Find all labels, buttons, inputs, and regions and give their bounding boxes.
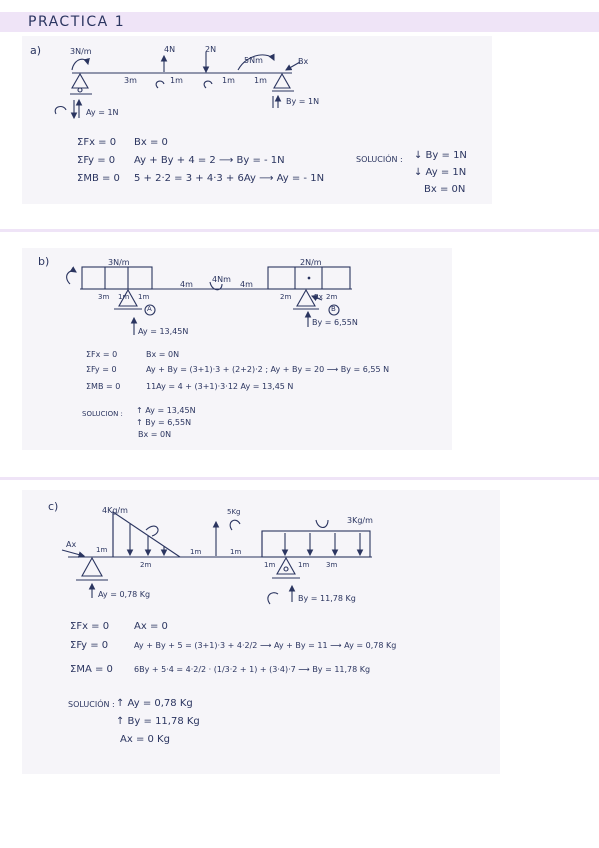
problem-b-tag: b) (38, 255, 50, 268)
b-ay-reaction: Ay = 13,45N (138, 327, 189, 336)
problem-a-tag: a) (30, 44, 42, 57)
b-eq-rhs-2: Ay + By = (3+1)·3 + (2+2)·2 ; Ay + By = 20 ⟶ By = 6,55 N (146, 365, 390, 374)
c-support-a (82, 558, 102, 576)
b-support-b-tag: B (331, 305, 336, 313)
b-solution-label: SOLUCION : (82, 410, 123, 418)
a-dim-1m-c: 1m (254, 76, 267, 85)
c-rect-load-label: 3Kg/m (347, 516, 373, 525)
b-load-left-label: 3N/m (108, 258, 130, 267)
a-dim-1m-b: 1m (222, 76, 235, 85)
b-moment-label: 4Nm (212, 275, 231, 284)
c-eq-rhs-1: Ax = 0 (134, 621, 168, 632)
a-eq-lhs-1: ΣFx = 0 (77, 137, 117, 148)
a-eq-rhs-1: Bx = 0 (134, 137, 168, 148)
c-ax-label: Ax (66, 540, 77, 549)
c-by-reaction: By = 11,78 Kg (298, 594, 356, 603)
problem-c-tag: c) (48, 500, 59, 513)
c-point-load-label: 5Kg (227, 508, 241, 516)
c-eq-rhs-3: 6By + 5·4 = 4·2/2 · (1/3·2 + 1) + (3·4)·7 ⟶ By = 11,78 Kg (134, 665, 371, 674)
a-point-load-2: 2N (205, 45, 217, 54)
b-by-reaction: By = 6,55N (312, 318, 358, 327)
b-dim-1m-a: 1m (118, 293, 130, 301)
c-eq-lhs-3: ΣMA = 0 (70, 664, 113, 675)
a-ay-reaction: Ay = 1N (86, 108, 119, 117)
a-solution-label: SOLUCIÓN : (356, 155, 403, 164)
c-ay-reaction: Ay = 0,78 Kg (98, 590, 151, 599)
b-eq-lhs-1: ΣFx = 0 (86, 350, 118, 359)
a-eq-rhs-2: Ay + By + 4 = 2 ⟶ By = - 1N (134, 155, 285, 166)
c-dim-1m-b: 1m (190, 548, 202, 556)
c-support-b (277, 558, 295, 574)
a-by-reaction: By = 1N (286, 97, 320, 106)
c-solution-label: SOLUCIÓN : (68, 700, 115, 709)
c-eq-rhs-2: Ay + By + 5 = (3+1)·3 + 4·2/2 ⟶ Ay + By = 11 ⟶ Ay = 0,78 Kg (134, 641, 397, 650)
b-solution-2: ↑ By = 6,55N (136, 418, 192, 427)
a-eq-rhs-3: 5 + 2·2 = 3 + 4·3 + 6Ay ⟶ Ay = - 1N (134, 173, 325, 184)
c-eq-lhs-2: ΣFy = 0 (70, 640, 109, 651)
c-solution-3: Ax = 0 Kg (120, 734, 170, 745)
c-dim-1m-c: 1m (230, 548, 242, 556)
b-dim-3m: 3m (98, 293, 110, 301)
c-dim-1m-a: 1m (96, 546, 108, 554)
a-load-dist-label: 3N/m (70, 47, 92, 56)
b-dim-2m-a: 2m (280, 293, 292, 301)
c-eq-lhs-1: ΣFx = 0 (70, 621, 110, 632)
b-solution-3: Bx = 0N (138, 430, 172, 439)
a-moment-label: 5Nm (244, 56, 263, 65)
b-eq-lhs-2: ΣFy = 0 (86, 365, 117, 374)
c-solution-1: ↑ Ay = 0,78 Kg (116, 698, 193, 709)
c-triangular-load (113, 512, 180, 557)
c-rect-load-box (262, 531, 370, 557)
c-tri-load-label: 4Kg/m (102, 506, 128, 515)
b-eq-rhs-3: 11Ay = 4 + (3+1)·3·12 Ay = 13,45 N (146, 382, 294, 391)
b-eq-lhs-3: ΣMB = 0 (86, 382, 121, 391)
a-eq-lhs-2: ΣFy = 0 (77, 155, 116, 166)
c-dim-1m-e: 1m (298, 561, 310, 569)
b-dim-2m-b: 2m (326, 293, 338, 301)
a-solution-3: Bx = 0N (424, 184, 466, 195)
b-eq-rhs-1: Bx = 0N (146, 350, 180, 359)
b-load-right-label: 2N/m (300, 258, 322, 267)
a-dim-3m: 3m (124, 76, 137, 85)
page-title: PRACTICA 1 (28, 14, 126, 30)
a-solution-1: ↓ By = 1N (414, 150, 467, 161)
b-dim-1m-b: 1m (138, 293, 150, 301)
c-dim-1m-d: 1m (264, 561, 276, 569)
b-solution-1: ↑ Ay = 13,45N (136, 406, 196, 415)
c-solution-2: ↑ By = 11,78 Kg (116, 716, 200, 727)
a-point-load-1: 4N (164, 45, 176, 54)
a-bx-label: Bx (298, 57, 309, 66)
c-dim-3m: 3m (326, 561, 338, 569)
a-eq-lhs-3: ΣMB = 0 (77, 173, 120, 184)
a-dim-1m-a: 1m (170, 76, 183, 85)
b-support-a-tag: A (147, 305, 152, 313)
c-dim-2m: 2m (140, 561, 152, 569)
b-bx-label: Bx (314, 293, 323, 301)
a-solution-2: ↓ Ay = 1N (414, 167, 467, 178)
b-dim-4m-b: 4m (240, 280, 253, 289)
b-dim-4m-a: 4m (180, 280, 193, 289)
